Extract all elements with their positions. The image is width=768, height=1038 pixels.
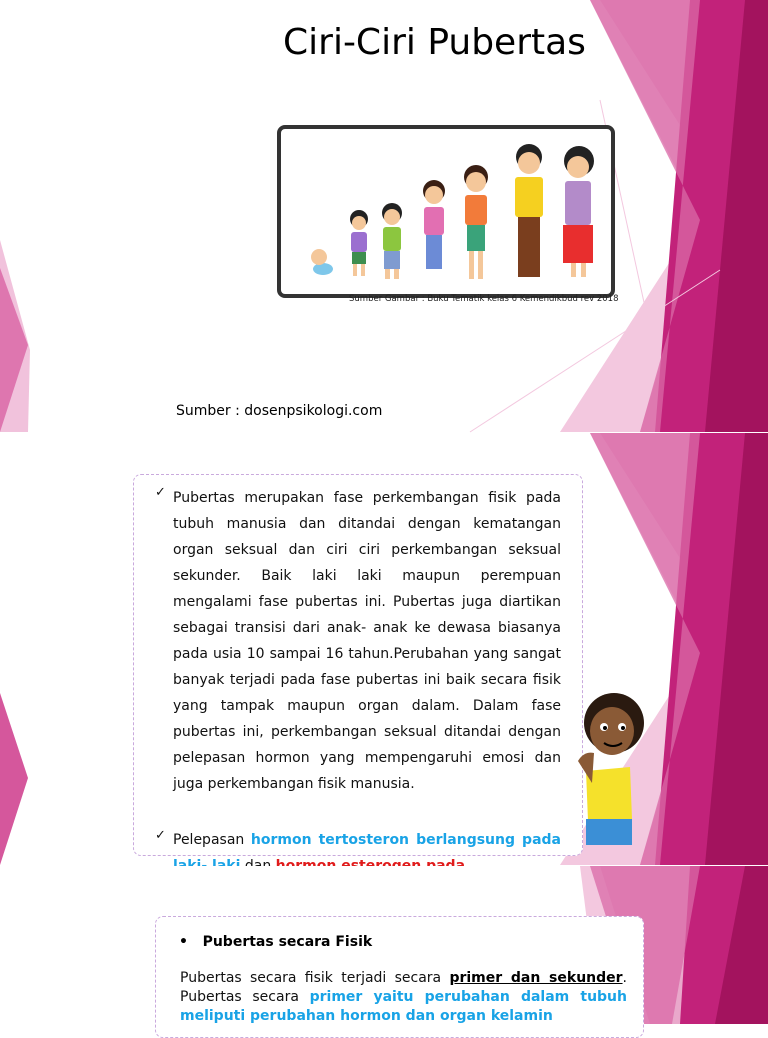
text-primer-def: primer yaitu perubahan dalam tubuh meliputi perubahan hormon dan organ kelamin	[180, 989, 627, 1024]
thinking-boy-illustration	[572, 691, 652, 851]
text-mid: . Pubertas secara	[180, 970, 627, 1005]
content-box	[133, 474, 583, 856]
text-hormon-testosteron: hormon tertosteron berlangsung pada	[250, 832, 561, 848]
heading-text: Pubertas secara Fisik	[202, 934, 373, 950]
text-pelepasan: Pelepasan	[173, 832, 245, 848]
bullet-icon: •	[179, 934, 188, 950]
slide-3	[0, 866, 768, 1024]
slide-title: Ciri-Ciri Pubertas	[283, 22, 586, 63]
text-primer-sekunder: primer dan sekunder	[449, 970, 623, 986]
image-caption: Sumber Gambar : Buku Tematik kelas 6 Kemendikbud rev 2018	[349, 294, 619, 304]
puberty-stages-illustration	[277, 125, 615, 298]
section-heading	[179, 934, 372, 950]
source-text: Sumber : dosenpsikologi.com	[176, 403, 383, 419]
paragraph-fisik	[180, 969, 627, 1026]
slide-2	[0, 433, 768, 865]
check-icon: ✓	[155, 485, 166, 500]
content-box	[155, 916, 644, 1038]
text-intro: Pubertas secara fisik terjadi secara	[180, 970, 442, 986]
check-icon: ✓	[155, 828, 166, 843]
growth-figures-image	[281, 129, 611, 294]
slide-1	[0, 0, 768, 432]
paragraph-pubertas: Pubertas merupakan fase perkembangan fisik pada tubuh manusia dan ditandai dengan kematangan organ seksual dan ciri ciri perkembangan seksual sekunder. Baik laki laki maupun perempuan mengalami fase pubertas ini. Pubertas juga diartikan sebagai transisi dari anak- anak ke dewasa biasanya pada usia 10 sampai 16 tahun.Perubahan yang sangat banyak terjadi pada fase pubertas ini baik secara fisik yang tampak maupun organ dalam. Dalam fase pubertas ini, perkembangan seksual ditandai dengan pelepasan hormon yang mempengaruhi emosi dan juga perkembangan fisik manusia.	[173, 490, 561, 792]
